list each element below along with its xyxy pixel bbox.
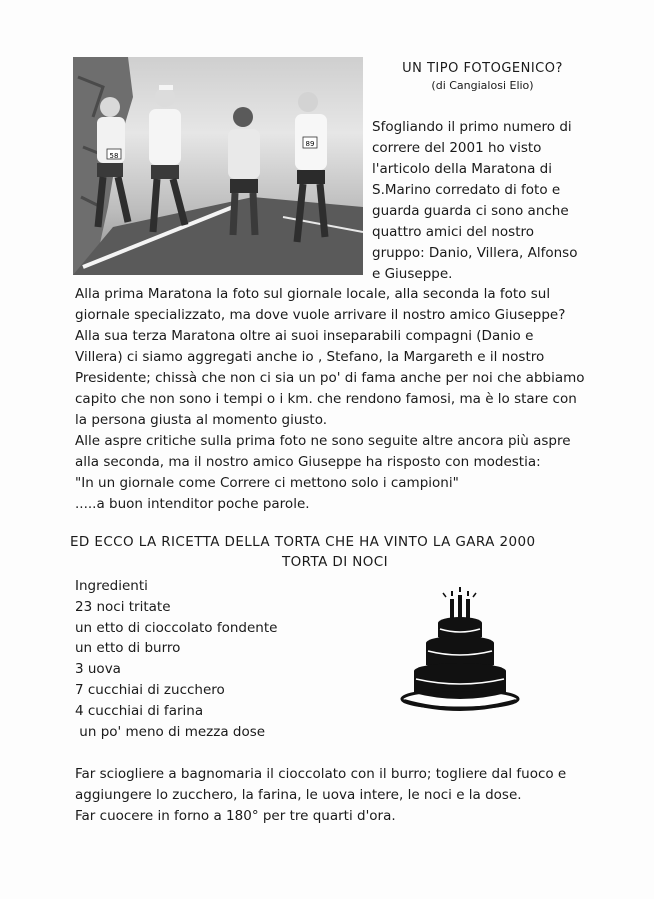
marathon-photo (73, 57, 363, 275)
ingredient-item: 7 cucchiai di zucchero (75, 681, 225, 698)
intro-line: correre del 2001 ho visto (372, 140, 542, 156)
intro-line: guarda guarda ci sono anche (372, 203, 569, 219)
body-line: Villera) ci siamo aggregati anche io , Stefano, la Margareth e il nostro (75, 349, 545, 365)
runners-illustration (73, 57, 363, 275)
method-line: Far sciogliere a bagnomaria il cioccolato con il burro; togliere dal fuoco e (75, 766, 567, 782)
bib-number: 58 (109, 152, 119, 160)
body-line: Presidente; chissà che non ci sia un po' di fama anche per noi che abbiamo (75, 370, 585, 386)
body-line: giornale specializzato, ma dove vuole arrivare il nostro amico Giuseppe? (75, 307, 566, 323)
intro-line: l'articolo della Maratona di (372, 161, 552, 177)
body-line: Alla prima Maratona la foto sul giornale locale, alla seconda la foto sul (75, 286, 551, 302)
article-intro (372, 117, 634, 285)
intro-line: S.Marino corredato di foto e (372, 182, 561, 198)
body-line: "In un giornale come Correre ci mettono solo i campioni" (75, 475, 459, 491)
intro-line: Sfogliando il primo numero di (372, 119, 572, 135)
ingredient-item: un po' meno di mezza dose (75, 723, 266, 740)
body-line: .....a buon intenditor poche parole. (75, 496, 310, 512)
ingredient-item: 23 noci tritate (75, 598, 171, 615)
body-line: Alla sua terza Maratona oltre ai suoi inseparabili compagni (Danio e (75, 328, 534, 344)
bib-number: 89 (305, 140, 315, 148)
ingredients-list (75, 576, 277, 742)
method-line: Far cuocere in forno a 180° per tre quarti d'ora. (75, 808, 396, 824)
recipe-heading: ED ECCO LA RICETTA DELLA TORTA CHE HA VINTO LA GARA 2000 (70, 534, 536, 550)
ingredients-label: Ingredienti (75, 578, 148, 594)
ingredient-item: un etto di burro (75, 640, 181, 657)
recipe-method (75, 764, 566, 827)
recipe-subheading: TORTA DI NOCI (282, 554, 388, 570)
article-body (75, 284, 585, 515)
body-line: la persona giusta al momento giusto. (75, 412, 328, 428)
body-line: Alle aspre critiche sulla prima foto ne sono seguite altre ancora più aspre (75, 433, 571, 449)
ingredient-item: 3 uova (75, 661, 121, 678)
article-author: (di Cangialosi Elio) (431, 79, 534, 92)
ingredient-item: un etto di cioccolato fondente (75, 619, 278, 636)
body-line: capito che non sono i tempi o i km. che rendono famosi, ma è lo stare con (75, 391, 577, 407)
intro-line: gruppo: Danio, Villera, Alfonso (372, 245, 578, 261)
cake-icon (400, 585, 525, 715)
ingredient-item: 4 cucchiai di farina (75, 702, 204, 719)
method-line: aggiungere lo zucchero, la farina, le uova intere, le noci e la dose. (75, 787, 522, 803)
article-title: UN TIPO FOTOGENICO? (402, 61, 563, 76)
intro-line: quattro amici del nostro (372, 224, 534, 240)
intro-line: e Giuseppe. (372, 266, 453, 282)
body-line: alla seconda, ma il nostro amico Giuseppe ha risposto con modestia: (75, 454, 541, 470)
